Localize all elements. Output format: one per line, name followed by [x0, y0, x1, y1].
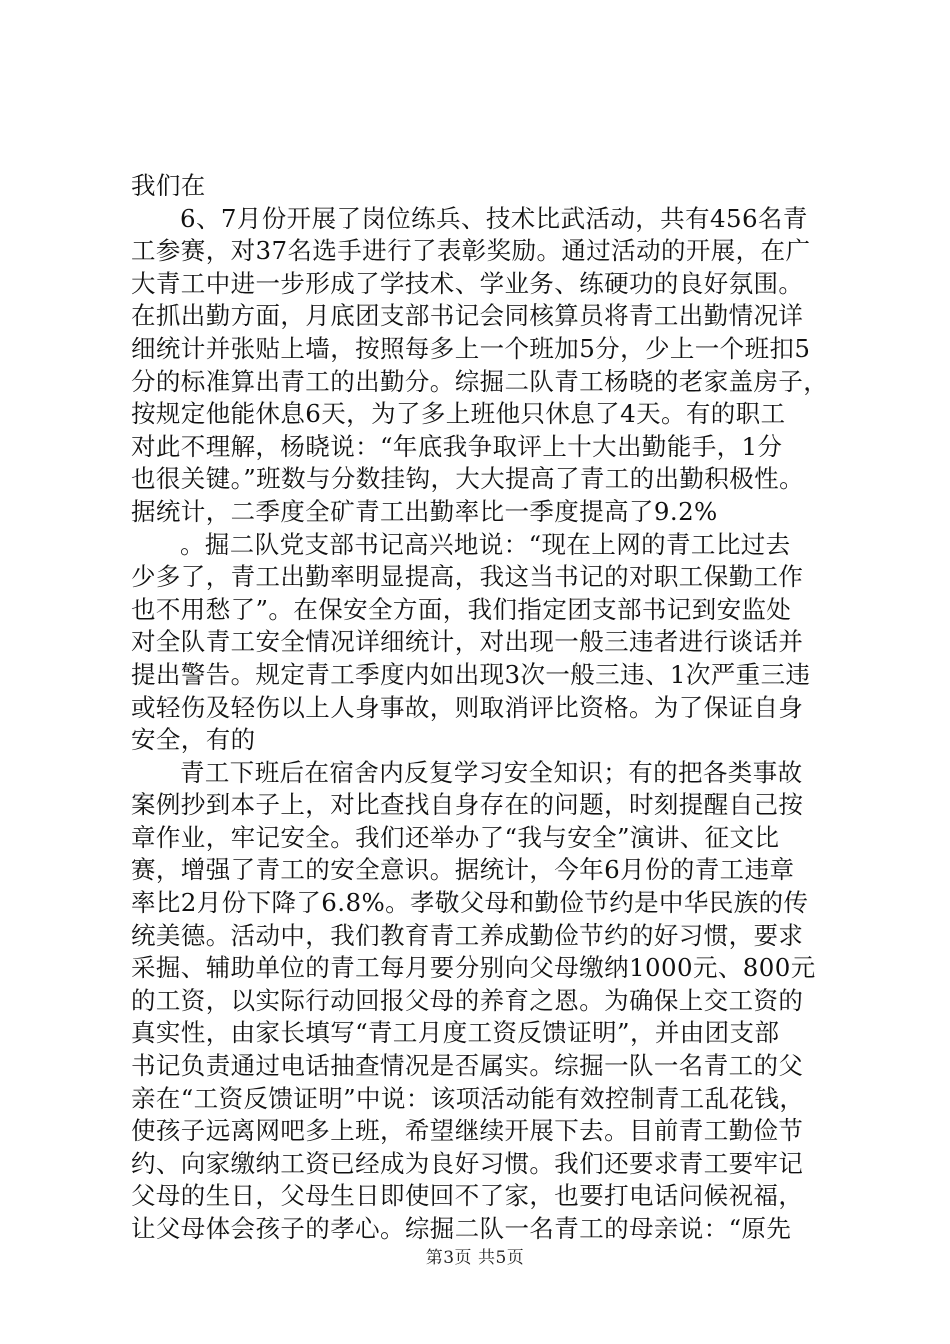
text-line: 大青工中进一步形成了学技术、学业务、练硬功的良好氛围。 [131, 268, 804, 298]
text-line: 。掘二队党支部书记高兴地说：“现在上网的青工比过去 [180, 529, 791, 559]
text-line: 让父母体会孩子的孝心。综掘二队一名青工的母亲说：“原先 [131, 1214, 792, 1243]
text-line: 细统计并张贴上墙，按照每多上一个班加5分，少上一个班扣5 [131, 333, 811, 363]
text-line: 章作业，牢记安全。我们还举办了“我与安全”演讲、征文比 [131, 822, 780, 852]
text-line: 书记负责通过电话抽查情况是否属实。综掘一队一名青工的父 [131, 1051, 804, 1081]
text-line: 父母的生日，父母生日即使回不了家，也要打电话问候祝福， [131, 1181, 804, 1211]
text-line: 案例抄到本子上，对比查找自身存在的问题，时刻提醒自己按 [131, 790, 804, 820]
text-line: 也很关键。”班数与分数挂钩，大大提高了青工的出勤积极性。 [131, 464, 804, 494]
text-line: 对全队青工安全情况详细统计，对出现一般三违者进行谈话并 [131, 627, 804, 657]
text-line: 少多了，青工出勤率明显提高，我这当书记的对职工保勤工作 [131, 562, 804, 592]
text-line: 据统计，二季度全矿青工出勤率比一季度提高了9.2% [131, 496, 718, 526]
text-line: 分的标准算出青工的出勤分。综掘二队青工杨晓的老家盖房子， [131, 366, 829, 396]
text-line: 我们在 [131, 171, 206, 200]
text-line: 约、向家缴纳工资已经成为良好习惯。我们还要求青工要牢记 [131, 1148, 804, 1178]
text-line: 按规定他能休息6天，为了多上班他只休息了4天。有的职工 [131, 399, 786, 429]
document-body [131, 170, 831, 1246]
text-line: 赛，增强了青工的安全意识。据统计，今年6月份的青工违章 [131, 855, 795, 885]
text-line: 的工资，以实际行动回报父母的养育之恩。为确保上交工资的 [131, 985, 804, 1015]
text-line: 率比2月份下降了6.8%。孝敬父母和勤俭节约是中华民族的传 [131, 888, 809, 918]
text-line: 青工下班后在宿舍内反复学习安全知识；有的把各类事故 [180, 757, 803, 787]
text-line: 工参赛，对37名选手进行了表彰奖励。通过活动的开展，在广 [131, 236, 811, 266]
text-line: 使孩子远离网吧多上班，希望继续开展下去。目前青工勤俭节 [131, 1116, 804, 1146]
text-line: 或轻伤及轻伤以上人身事故，则取消评比资格。为了保证自身 [131, 692, 804, 722]
text-line: 提出警告。规定青工季度内如出现3次一般三违、1次严重三违 [131, 659, 811, 689]
text-line: 对此不理解，杨晓说：“年底我争取评上十大出勤能手，1分 [131, 431, 783, 461]
text-line: 统美德。活动中，我们教育青工养成勤俭节约的好习惯，要求 [131, 920, 804, 950]
text-line: 6、7月份开展了岗位练兵、技术比武活动，共有456名青 [180, 203, 808, 233]
text-line: 安全，有的 [131, 725, 256, 755]
text-line: 亲在“工资反馈证明”中说：该项活动能有效控制青工乱花钱， [131, 1083, 805, 1113]
text-line: 真实性，由家长填写“青工月度工资反馈证明”，并由团支部 [131, 1018, 780, 1048]
text-line: 采掘、辅助单位的青工每月要分别向父母缴纳1000元、800元 [131, 953, 816, 983]
page-footer [0, 1243, 950, 1268]
text-line: 在抓出勤方面，月底团支部书记会同核算员将青工出勤情况详 [131, 301, 804, 331]
page-indicator: 第3页 共5页 [425, 1248, 525, 1268]
text-line: 也不用愁了”。在保安全方面，我们指定团支部书记到安监处 [131, 594, 792, 624]
